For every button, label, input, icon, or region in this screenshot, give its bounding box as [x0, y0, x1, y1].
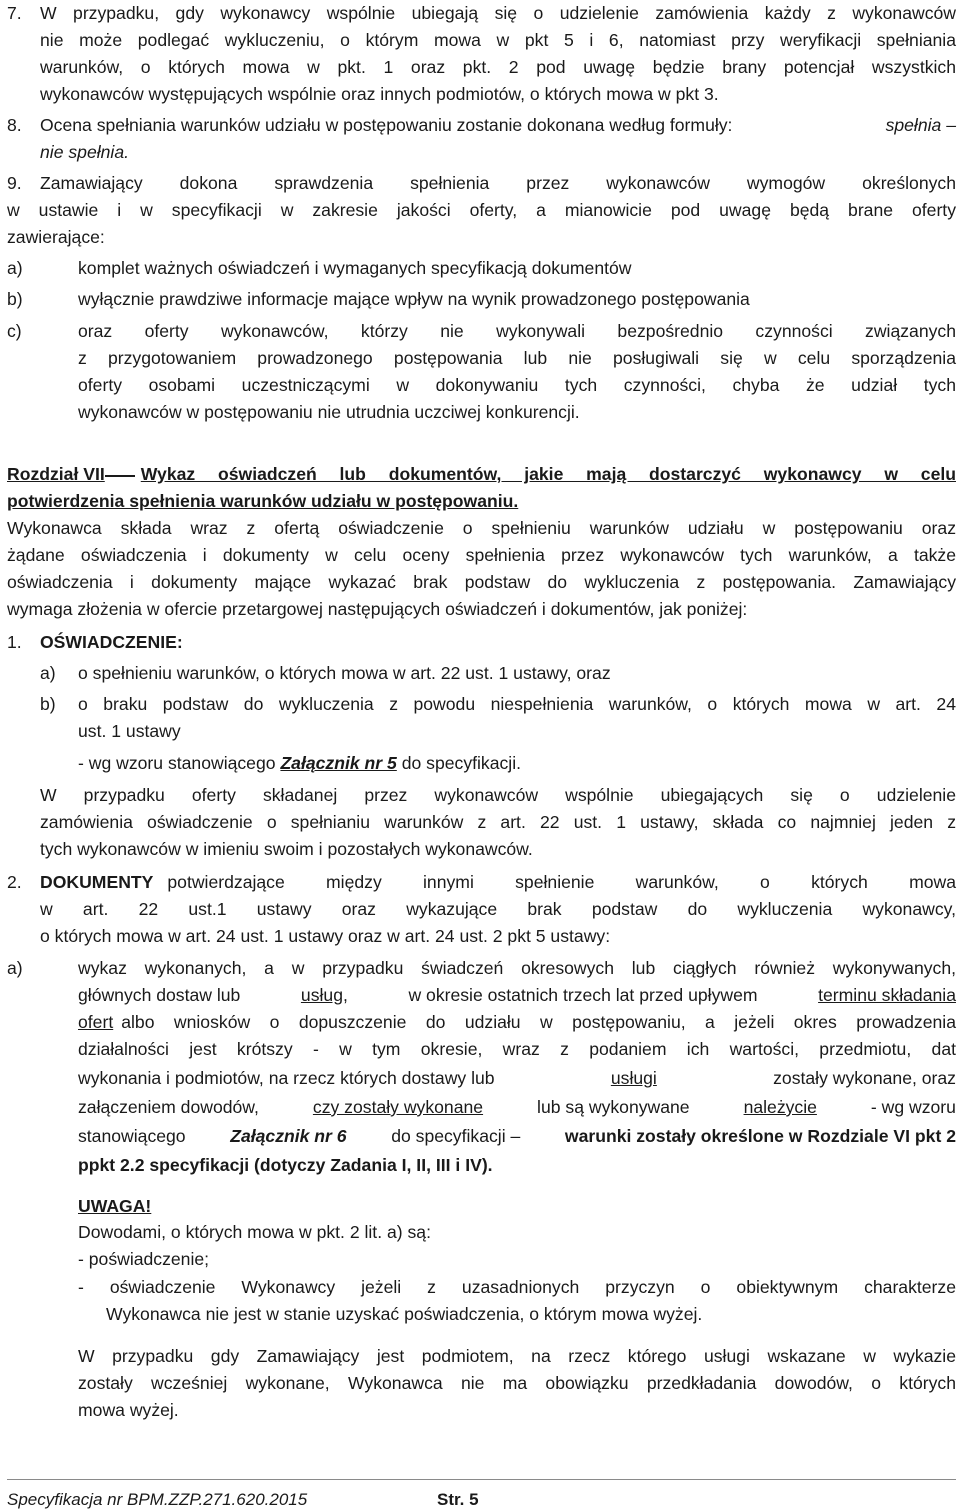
s2-item-a-line-1: wykaz wykonanych, a w przypadku świadczeń okresowych lub ciągłych również wykonywanych, [78, 958, 956, 978]
s2-annex-ref: Załącznik nr 6 [230, 1126, 347, 1146]
p9-item-b: wyłącznie prawdziwe informacje mające wpływ na wynik prowadzonego postępowania [78, 289, 750, 309]
s2-a3-offers: ofert [78, 1012, 114, 1032]
p8-text: Ocena spełniania warunków udziału w postępowaniu zostanie dokonana według formuły: [40, 115, 733, 135]
s1-joint-line-2: zamówienia oświadczenie o spełnianiu warunków z art. 22 ust. 1 ustawy, składa co najmniej jeden z [40, 812, 956, 832]
section-para-line-1: Wykonawca składa wraz z ofertą oświadczenie o spełnieniu warunków udziału w postępowaniu oraz [7, 518, 956, 538]
s1-wg-suffix: do specyfikacji. [401, 753, 522, 773]
s1-joint-line-1: W przypadku oferty składanej przez wykonawców wspólnie ubiegających się o udzielenie [40, 785, 956, 805]
footer-page: Str. 5 [437, 1490, 479, 1509]
s2-item-a-line-7 [78, 1123, 956, 1149]
p8-line-2: nie spełnia. [40, 142, 130, 162]
p8-formula: spełnia – [885, 115, 956, 135]
s2-a7-part-1: stanowiącego [78, 1126, 186, 1146]
s2-proof-intro: Dowodami, o których mowa w pkt. 2 lit. a) są: [78, 1222, 431, 1242]
s2-a6-part-1: załączeniem dowodów, [78, 1097, 259, 1117]
chapter-number: Rozdział VII [7, 464, 105, 484]
p9-item-c-line-2: z przygotowaniem prowadzonego postępowania lub nie posługiwali się w celu sporządzenia [78, 348, 956, 368]
s1-number: 1. [7, 632, 22, 652]
s2-line-2: w art. 22 ust.1 ustawy oraz wykazujące brak podstaw do wykluczenia wykonawcy, [40, 899, 956, 919]
s1-item-a-label: a) [40, 663, 56, 683]
s2-a5-part-3: zostały wykonane, oraz [773, 1068, 956, 1088]
chapter-title-part-1: Wykaz oświadczeń lub dokumentów, jakie mają dostarczyć wykonawcy w celu [140, 464, 956, 484]
s1-item-a: o spełnieniu warunków, o których mowa w art. 22 ust. 1 ustawy, oraz [78, 663, 611, 683]
p9-line-1: Zamawiający dokona sprawdzenia spełnienia przez wykonawców wymogów określonych [40, 173, 956, 193]
s2-a2-part-3: w okresie ostatnich trzech lat przed upływem [408, 985, 758, 1005]
s2-proof-2-line-2: Wykonawca nie jest w stanie uzyskać poświadczenia, o którym mowa wyżej. [106, 1304, 703, 1324]
p9-item-b-label: b) [7, 289, 23, 309]
s1-item-b-line-2: ust. 1 ustawy [78, 721, 181, 741]
p9-item-c-line-4: wykonawców w postępowaniu nie utrudnia uczciwej konkurencji. [78, 402, 580, 422]
s2-a7-conditions: warunki zostały określone w Rozdziale VI pkt 2 [564, 1126, 956, 1146]
p8-line-1 [40, 112, 956, 138]
s2-number: 2. [7, 872, 22, 892]
p7-line-1: W przypadku, gdy wykonawcy wspólnie ubiegają się o udzielenie zamówienia każdy z wykonawców [40, 3, 956, 23]
p9-line-2: w ustawie i w specyfikacji w zakresie jakości oferty, a mianowicie pod uwagę będą brane oferty [7, 200, 956, 220]
s2-a6-part-3: lub są wykonywane [537, 1097, 690, 1117]
s1-wg-line [78, 750, 521, 776]
s1-title: OŚWIADCZENIE: [40, 632, 183, 652]
s2-a2-part-1: głównych dostaw lub [78, 985, 241, 1005]
s2-line-1-text: potwierdzające między innymi spełnienie warunków, o których mowa [167, 872, 956, 892]
s2-item-a-line-2 [78, 982, 956, 1008]
s2-item-a-line-8: ppkt 2.2 specyfikacji (dotyczy Zadania I, II, III i IV). [78, 1155, 493, 1175]
s2-line-3: o których mowa w art. 24 ust. 1 ustawy oraz w art. 24 ust. 2 pkt 5 ustawy: [40, 926, 611, 946]
s2-employer-line-1: W przypadku gdy Zamawiający jest podmiotem, na rzecz którego usługi wskazane w wykazie [78, 1346, 956, 1366]
s2-item-a-label: a) [7, 958, 23, 978]
footer-rule [7, 1479, 956, 1480]
p9-item-a-label: a) [7, 258, 23, 278]
s2-a6-part-5: - wg wzoru [870, 1097, 956, 1117]
p9-item-c-label: c) [7, 321, 22, 341]
s2-a5-services: usługi [610, 1068, 657, 1088]
s2-a2-deadline: terminu składania [818, 985, 956, 1005]
s2-a6-completed: czy zostały wykonane [312, 1097, 484, 1117]
section-para-line-3: oświadczenia i dokumenty mające wykazać brak podstaw do wykluczenia z postępowania. Zamawiający [7, 572, 956, 592]
s2-item-a-line-4: działalności jest krótszy - w tym okresie, wraz z podaniem ich wartości, przedmiotu, dat [78, 1039, 956, 1059]
p7-number: 7. [7, 3, 22, 23]
p7-line-4: wykonawców występujących wspólnie oraz innych podmiotów, o których mowa w pkt 3. [40, 84, 719, 104]
s2-proof-2-line-1: - oświadczenie Wykonawcy jeżeli z uzasadnionych przyczyn o obiektywnym charakterze [78, 1277, 956, 1297]
s1-wg-text: - wg wzoru stanowiącego [78, 753, 276, 773]
p9-item-c-line-3: oferty osobami uczestniczącymi w dokonywaniu tych czynności, chyba że udział tych [78, 375, 956, 395]
s2-title: DOKUMENTY [40, 872, 154, 892]
chapter-heading-line-2: potwierdzenia spełnienia warunków udziału w postępowaniu. [7, 491, 519, 511]
s2-item-a-line-5 [78, 1065, 956, 1091]
p9-line-3: zawierające: [7, 227, 105, 247]
p9-number: 9. [7, 173, 22, 193]
section-para-line-2: żądane oświadczenia i dokumenty w celu oceny spełnienia przez wykonawców tych warunków, a także [7, 545, 956, 565]
s2-line-1 [40, 869, 956, 895]
chapter-heading-line-1 [7, 461, 956, 487]
s2-item-a-line-3 [78, 1009, 956, 1035]
section-para-line-4: wymaga złożenia w ofercie przetargowej następujących oświadczeń i dokumentów, jak poniżej: [7, 599, 748, 619]
s2-item-a-line-6 [78, 1094, 956, 1120]
s1-joint-line-3: tych wykonawców w imieniu swoim i pozostałych wykonawców. [40, 839, 533, 859]
s2-a6-properly: należycie [743, 1097, 817, 1117]
p9-item-c-line-1: oraz oferty wykonawców, którzy nie wykonywali bezpośrednio czynności związanych [78, 321, 956, 341]
s1-item-b-label: b) [40, 694, 56, 714]
s2-a2-services: usług, [300, 985, 348, 1005]
s2-a7-part-3: do specyfikacji – [391, 1126, 521, 1146]
s2-a3-text: albo wniosków o dopuszczenie do udziału w postępowaniu, a jeżeli okres prowadzenia [121, 1012, 956, 1032]
s2-proof-1: - poświadczenie; [78, 1249, 210, 1269]
s1-item-b-line-1: o braku podstaw do wykluczenia z powodu niespełnienia warunków, o których mowa w art. 24 [78, 694, 956, 714]
s2-warning: UWAGA! [78, 1196, 152, 1216]
s2-employer-line-2: zostały wcześniej wykonane, Wykonawca nie ma obowiązku przedkładania dowodów, o których [78, 1373, 956, 1393]
p7-line-2: nie może podlegać wykluczeniu, o którym mowa w pkt 5 i 6, natomiast przy weryfikacji spełniania [40, 30, 956, 50]
s2-employer-line-3: mowa wyżej. [78, 1400, 179, 1420]
p7-line-3: warunków, o których mowa w pkt. 1 oraz pkt. 2 pod uwagę będzie brany potencjał wszystkich [40, 57, 956, 77]
p8-number: 8. [7, 115, 22, 135]
chapter-dash [105, 461, 135, 477]
s2-a5-part-1: wykonania i podmiotów, na rzecz których dostawy lub [78, 1068, 495, 1088]
s1-annex-ref: Załącznik nr 5 [280, 753, 397, 773]
p9-item-a: komplet ważnych oświadczeń i wymaganych specyfikacją dokumentów [78, 258, 632, 278]
footer-spec: Specyfikacja nr BPM.ZZP.271.620.2015 [7, 1490, 308, 1509]
